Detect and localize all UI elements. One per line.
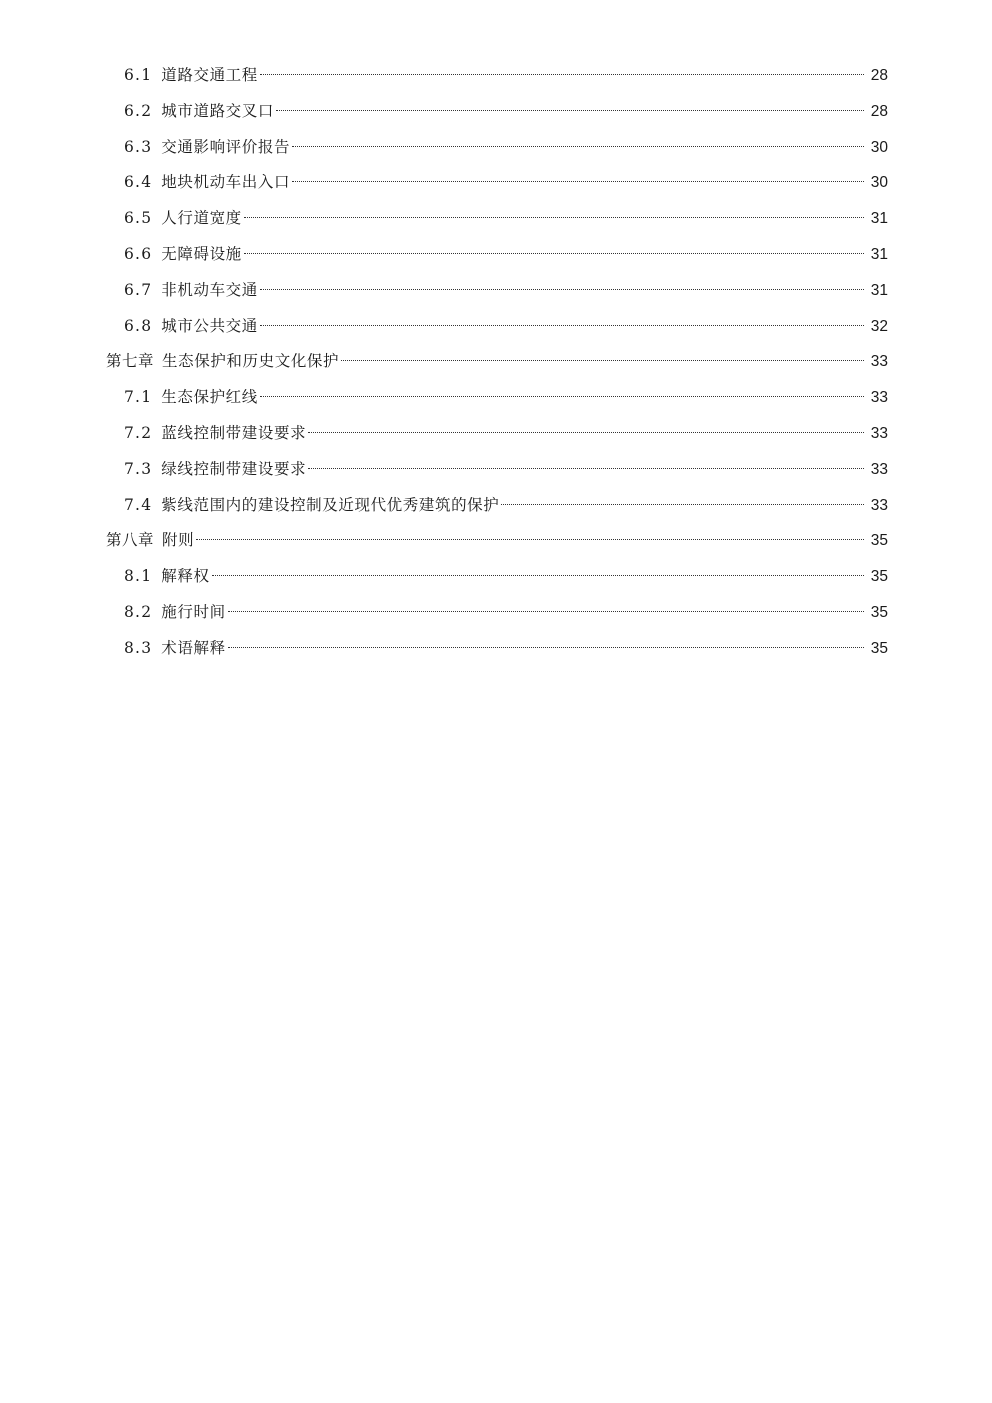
dot-leader	[341, 359, 864, 361]
toc-entry-page: 31	[870, 210, 888, 228]
toc-entry-title: 无障碍设施	[161, 244, 242, 263]
toc-entry-6-8[interactable]	[106, 309, 888, 345]
toc-entry-page: 33	[870, 460, 888, 478]
dot-leader	[292, 180, 864, 182]
toc-entry-6-7[interactable]	[106, 273, 888, 309]
toc-entry-title: 紫线范围内的建设控制及近现代优秀建筑的保护	[161, 495, 500, 514]
dot-leader	[501, 503, 864, 505]
toc-entry-number: 7.2	[124, 423, 153, 442]
toc-entry-page: 31	[870, 245, 888, 263]
toc-entry-page: 30	[870, 138, 888, 156]
toc-entry-number: 6.1	[124, 66, 153, 84]
toc-entry-6-6[interactable]	[106, 237, 888, 273]
toc-entry-page: 28	[870, 102, 888, 120]
toc-entry-title: 绿线控制带建设要求	[161, 459, 307, 478]
toc-entry-number: 6.2	[124, 101, 153, 120]
dot-leader	[308, 431, 864, 433]
dot-leader	[260, 395, 864, 397]
toc-entry-6-3[interactable]	[106, 130, 888, 166]
toc-entry-title: 蓝线控制带建设要求	[161, 423, 307, 442]
toc-entry-number: 6.4	[124, 173, 153, 192]
toc-entry-6-5[interactable]	[106, 201, 888, 237]
toc-entry-7-4[interactable]	[106, 488, 888, 524]
toc-entry-page: 35	[870, 568, 888, 586]
toc-entry-title: 生态保护红线	[161, 388, 258, 407]
dot-leader	[196, 538, 864, 540]
toc-entry-6-4[interactable]	[106, 165, 888, 201]
toc-entry-title: 施行时间	[161, 602, 226, 621]
toc-entry-page: 35	[870, 603, 888, 621]
toc-entry-page: 32	[870, 317, 888, 335]
toc-entry-title: 非机动车交通	[161, 280, 258, 299]
dot-leader	[244, 252, 864, 254]
dot-leader	[260, 73, 864, 75]
toc-entry-number: 8.1	[124, 567, 153, 586]
toc-entry-number: 6.8	[124, 316, 153, 335]
toc-entry-7-3[interactable]	[106, 452, 888, 488]
toc-entry-title: 术语解释	[161, 638, 226, 657]
dot-leader	[308, 467, 864, 469]
toc-entry-7-2[interactable]	[106, 416, 888, 452]
dot-leader	[276, 109, 864, 111]
toc-entry-number: 7.4	[124, 495, 153, 514]
toc-entry-8-1[interactable]	[106, 559, 888, 595]
toc-entry-title: 人行道宽度	[161, 209, 242, 228]
toc-chapter-title: 生态保护和历史文化保护	[162, 352, 340, 371]
toc-entry-number: 7.3	[124, 459, 153, 478]
toc-entry-title: 解释权	[161, 567, 210, 586]
dot-leader	[212, 574, 864, 576]
toc-entry-page: 33	[870, 496, 888, 514]
toc-entry-8-3[interactable]	[106, 631, 888, 667]
toc-entry-6-1[interactable]	[106, 58, 888, 94]
toc-entry-page: 33	[870, 389, 888, 407]
toc-entry-number: 6.7	[124, 280, 153, 299]
dot-leader	[260, 324, 864, 326]
toc-entry-8-2[interactable]	[106, 595, 888, 631]
toc-entry-title: 道路交通工程	[161, 66, 258, 84]
toc-chapter-number: 第七章	[106, 352, 155, 371]
toc-entry-title: 城市公共交通	[161, 316, 258, 335]
toc-entry-number: 7.1	[124, 388, 153, 407]
toc-entry-7-1[interactable]	[106, 380, 888, 416]
toc-entry-chapter-7[interactable]	[106, 344, 888, 380]
dot-leader	[292, 145, 864, 147]
toc-entry-6-2[interactable]	[106, 94, 888, 130]
toc-entry-title: 城市道路交叉口	[161, 101, 274, 120]
toc-entry-page: 33	[870, 353, 888, 371]
toc-entry-number: 6.3	[124, 137, 153, 156]
toc-entry-number: 6.5	[124, 209, 153, 228]
toc-entry-number: 6.6	[124, 244, 153, 263]
toc-entry-page: 33	[870, 424, 888, 442]
toc-entry-number: 8.2	[124, 602, 153, 621]
toc-chapter-number: 第八章	[106, 531, 155, 550]
toc-entry-chapter-8[interactable]	[106, 523, 888, 559]
toc-entry-title: 地块机动车出入口	[161, 173, 291, 192]
toc-entry-page: 28	[870, 67, 888, 84]
toc-entry-page: 30	[870, 174, 888, 192]
toc-entry-number: 8.3	[124, 638, 153, 657]
toc-entry-page: 35	[870, 532, 888, 550]
dot-leader	[260, 288, 864, 290]
table-of-contents	[106, 58, 888, 667]
dot-leader	[244, 216, 864, 218]
toc-entry-page: 31	[870, 281, 888, 299]
dot-leader	[228, 610, 864, 612]
toc-entry-title: 交通影响评价报告	[161, 137, 291, 156]
toc-entry-page: 35	[870, 639, 888, 657]
toc-chapter-title: 附则	[162, 531, 195, 550]
dot-leader	[228, 646, 864, 648]
